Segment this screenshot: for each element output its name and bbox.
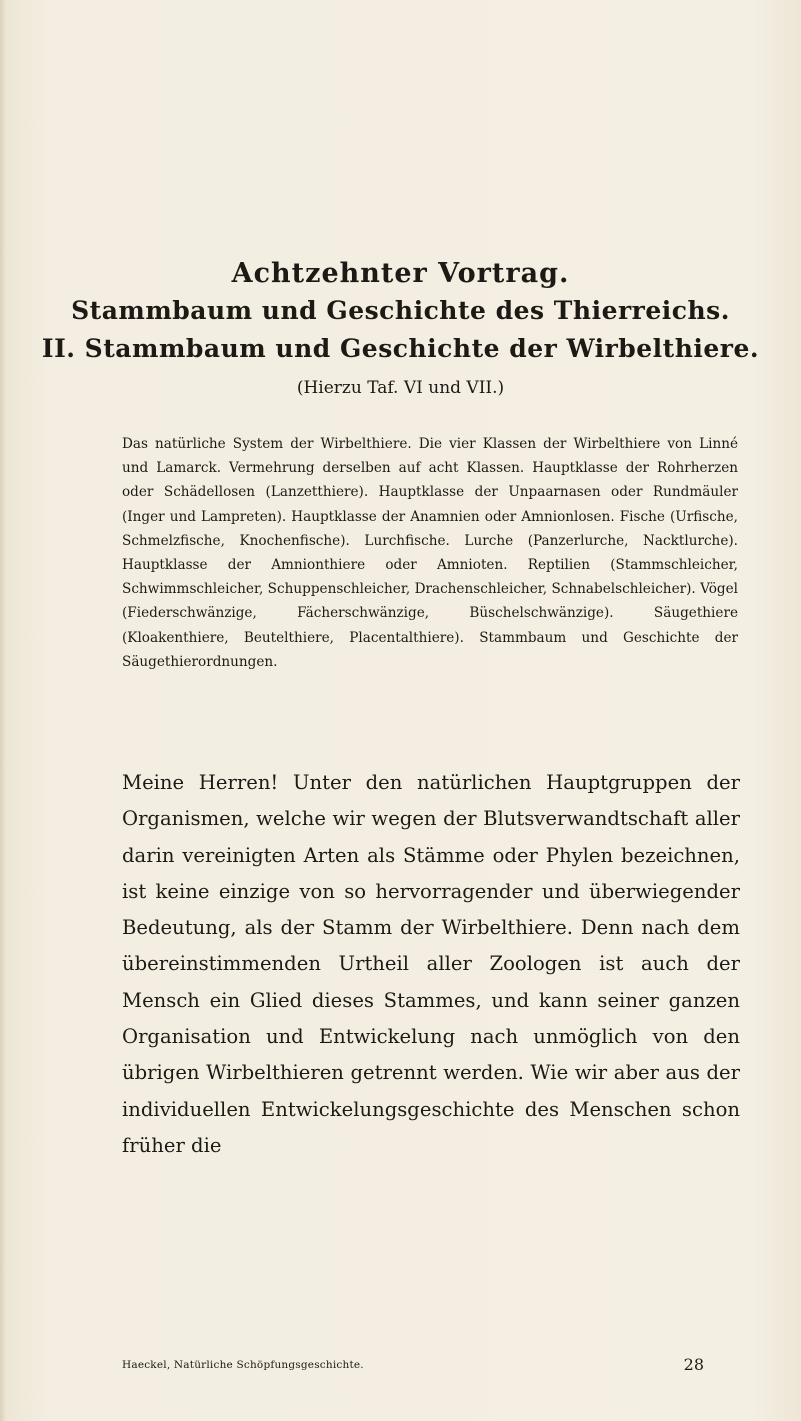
signature-mark: 28 [683,1355,704,1374]
section-title: II. Stammbaum und Geschichte der Wirbelthiere. [41,334,760,363]
body-paragraph: Meine Herren! Unter den natürlichen Hauptgruppen der Organismen, welche wir wegen der Blutsverwandtschaft aller darin vereinigten Arten als Stämme oder Phylen bezeichnen, ist keine einzige von so hervorragender und überwiegender Bedeutung, als der Stamm der Wirbelthiere. Denn nach dem übereinstimmenden Urtheil aller Zoologen ist auch der Mensch ein Glied dieses Stammes, und kann seiner ganzen Organisation und Entwickelung nach unmöglich von den übrigen Wirbelthieren getrennt werden. Wie wir aber aus der individuellen Entwickelungsgeschichte des Menschen schon früher die [122,771,740,1157]
footer-running-title: Haeckel, Natürliche Schöpfungsgeschichte. [122,1359,364,1371]
page-gutter-shadow [0,0,6,1421]
chapter-abstract: Das natürliche System der Wirbelthiere. Die vier Klassen der Wirbelthiere von Linné und Lamarck. Vermehrung derselben auf acht Klassen. Hauptklasse der Rohrherzen oder Schädellosen (Lanzetthiere). Hauptklasse der Unpaarnasen oder Rundmäuler (Inger und Lampreten). Hauptklasse der Anamnien oder Amnionlosen. Fische (Urfische, Schmelzfische, Knochenfische). Lurchfische. Lurche (Panzerlurche, Nacktlurche). Hauptklasse der Amnionthiere oder Amnioten. Reptilien (Stammschleicher, Schwimmschleicher, Schuppenschleicher, Drachenschleicher, Schnabelschleicher). Vögel (Fiederschwänzige, Fächerschwänzige, Büschelschwänzige). Säugethiere (Kloakenthiere, Beutelthiere, Placentalthiere). Stammbaum und Geschichte der Säugethierordnungen. [122,436,738,670]
lecture-heading: Achtzehnter Vortrag. [231,258,570,289]
page-footer [122,1355,740,1377]
chapter-title: Stammbaum und Geschichte des Thierreichs. [71,296,730,325]
plate-reference: (Hierzu Taf. VI und VII.) [296,378,505,398]
